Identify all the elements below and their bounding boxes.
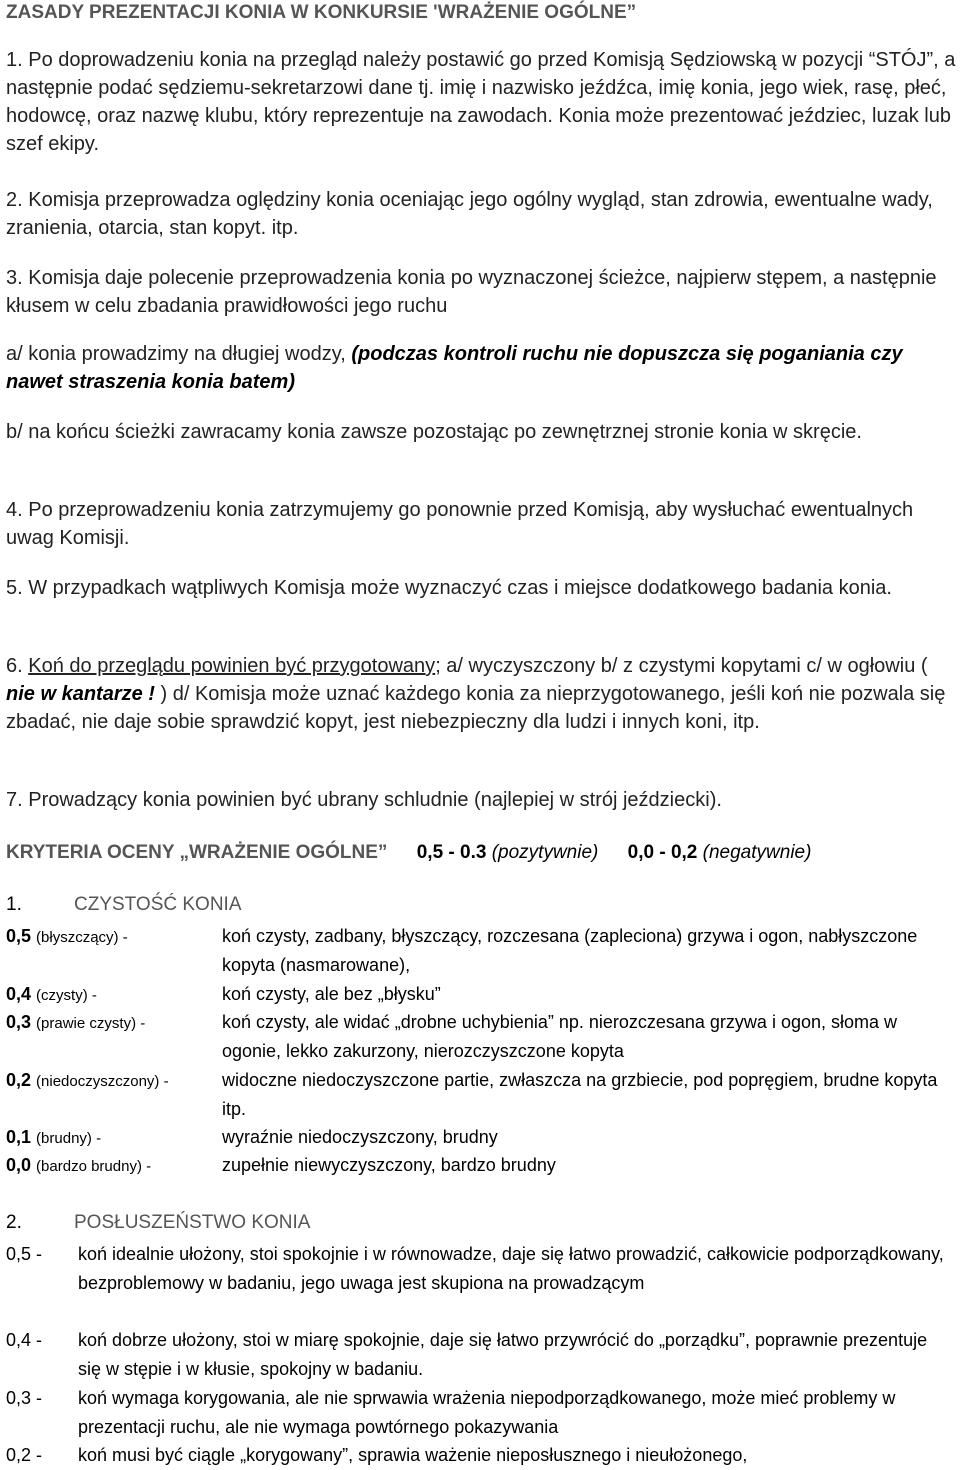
row-score: 0,4 -	[6, 1330, 43, 1350]
rule-3: 3. Komisja daje polecenie przeprowadzenia konia po wyznaczonej ścieżce, najpierw stępem, a następnie kłusem w celu zbadania prawidłowości jego ruchu	[6, 267, 937, 317]
section-2-number: 2.	[6, 1212, 22, 1233]
row-score: 0,4 (czysty) -	[6, 984, 97, 1004]
row-score: 0,3 -	[6, 1388, 43, 1408]
row-score: 0,2 -	[6, 1445, 43, 1465]
page-title: ZASADY PREZENTACJI KONIA W KONKURSIE 'WRAŻENIE OGÓLNE”	[6, 2, 637, 23]
row-description: koń czysty, ale widać „drobne uchybienia” np. nierozczesana grzywa i ogon, słoma w ogonie, lekko zakurzony, nierozczyszczone kopyta	[222, 1012, 897, 1061]
row-score: 0,3 (prawie czysty) -	[6, 1012, 146, 1032]
row-score: 0,1 (brudny) -	[6, 1127, 102, 1147]
rule-6-number: 6.	[6, 655, 29, 677]
section-1-number: 1.	[6, 894, 22, 915]
rule-2: 2. Komisja przeprowadza oględziny konia oceniając jego ogólny wygląd, stan zdrowia, ewentualne wady, zranienia, otarcia, stan kopyt. itp.	[6, 189, 933, 239]
row-description: koń dobrze ułożony, stoi w miarę spokojnie, daje się łatwo przywrócić do „porządku”, poprawnie prezentuje się w stępie i w kłusie, spokojny w badaniu.	[78, 1330, 928, 1379]
row-score: 0,0 (bardzo brudny) -	[6, 1155, 152, 1175]
rule-6-text-1: ; a/ wyczyszczony b/ z czystymi kopytami c/ w ogłowiu (	[435, 655, 928, 677]
negative-note: (negatywnie)	[702, 842, 812, 863]
section-1-heading	[6, 894, 242, 916]
row-description: zupełnie niewyczyszczony, bardzo brudny	[222, 1155, 556, 1175]
rule-3a-emphasis: (podczas kontroli ruchu nie dopuszcza się poganiania czy nawet straszenia konia batem)	[6, 343, 903, 393]
rule-5: 5. W przypadkach wątpliwych Komisja może wyznaczyć czas i miejsce dodatkowego badania konia.	[6, 577, 892, 599]
rule-6-text-2: ) d/ Komisja może uznać każdego konia za nieprzygotowanego, jeśli koń nie pozwala się zbadać, nie daje sobie sprawdzić kopyt, jest niebezpieczny dla ludzi i innych koni, itp.	[6, 683, 946, 733]
rule-7: 7. Prowadzący konia powinien być ubrany schludnie (najlepiej w strój jeździecki).	[6, 789, 722, 811]
row-description: koń wymaga korygowania, ale nie sprwawia wrażenia niepodporządkowanego, może mieć problemy w prezentacji ruchu, ale nie wymaga powtórnego pokazywania	[78, 1388, 896, 1437]
rule-6	[6, 652, 956, 736]
row-score: 0,2 (niedoczyszczony) -	[6, 1070, 169, 1090]
criteria-header	[6, 842, 956, 864]
rule-3b: b/ na końcu ścieżki zawracamy konia zawsze pozostając po zewnętrznej stronie konia w skręcie.	[6, 421, 862, 443]
row-description: koń idealnie ułożony, stoi spokojnie i w równowadze, daje się łatwo prowadzić, całkowicie podporządkowany, bezproblemowy w badaniu, jego uwaga jest skupiona na prowadzącym	[78, 1244, 944, 1293]
rule-3a-text: a/ konia prowadzimy na długiej wodzy,	[6, 343, 352, 365]
row-description: widoczne niedoczyszczone partie, zwłaszcza na grzbiecie, pod popręgiem, brudne kopyta itp.	[222, 1070, 938, 1119]
rule-1: 1. Po doprowadzeniu konia na przegląd należy postawić go przed Komisją Sędziowską w pozycji “STÓJ”, a następnie podać sędziemu-sekretarzowi dane tj. imię i nazwisko jeźdźca, imię konia, jego wiek, rasę, płeć, hodowcę, oraz nazwę klubu, który reprezentuje na zawodach. Konia może prezentować jeździec, luzak lub szef ekipy.	[6, 49, 956, 155]
rule-6-underlined: Koń do przeglądu powinien być przygotowany	[28, 655, 436, 677]
row-description: koń czysty, zadbany, błyszczący, rozczesana (zapleciona) grzywa i ogon, nabłyszczone kopyta (nasmarowane),	[222, 926, 918, 975]
rule-3a	[6, 340, 956, 396]
section-2-title: POSŁUSZEŃSTWO KONIA	[74, 1212, 311, 1233]
positive-range: 0,5 - 0.3	[416, 842, 487, 863]
row-score: 0,5 (błyszczący) -	[6, 926, 128, 946]
row-score: 0,5 -	[6, 1244, 43, 1264]
positive-note: (pozytywnie)	[491, 842, 599, 863]
row-description: koń musi być ciągle „korygowany”, sprawia ważenie nieposłusznego i nieułożonego,	[78, 1445, 748, 1465]
section-1-title: CZYSTOŚĆ KONIA	[74, 894, 242, 915]
rule-4: 4. Po przeprowadzeniu konia zatrzymujemy go ponownie przed Komisją, aby wysłuchać ewentualnych uwag Komisji.	[6, 499, 914, 549]
section-2-heading	[6, 1212, 310, 1234]
row-description: wyraźnie niedoczyszczony, brudny	[222, 1127, 498, 1147]
negative-range: 0,0 - 0,2	[627, 842, 698, 863]
criteria-title: KRYTERIA OCENY „WRAŻENIE OGÓLNE”	[6, 842, 388, 863]
rule-6-emphasis: nie w kantarze !	[6, 683, 155, 705]
row-description: koń czysty, ale bez „błysku”	[222, 984, 441, 1004]
